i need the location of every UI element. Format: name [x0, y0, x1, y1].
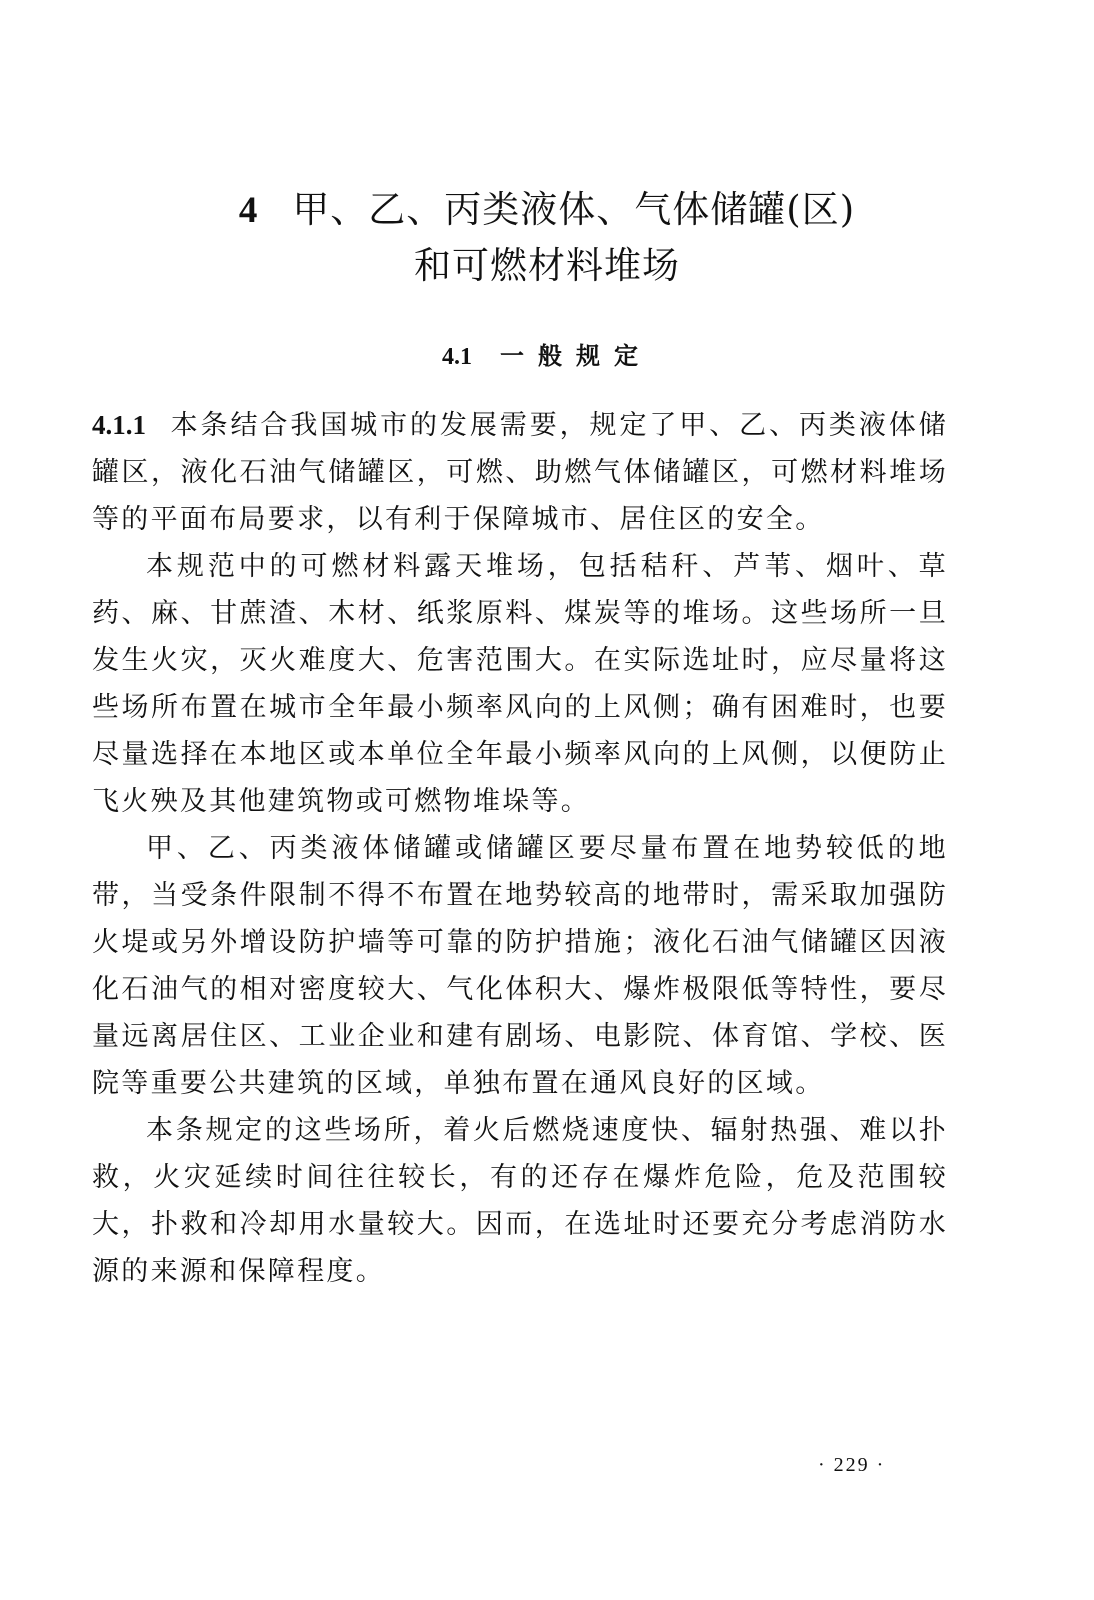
clause-number: 4.1.1 — [92, 410, 146, 440]
paragraph: 本规范中的可燃材料露天堆场，包括秸秆、芦苇、烟叶、草药、麻、甘蔗渣、木材、纸浆原料、煤炭等的堆场。这些场所一旦发生火灾，灭火难度大、危害范围大。在实际选址时，应尽量将这些场所布置在城市全年最小频率风向的上风侧；确有困难时，也要尽量选择在本地区或本单位全年最小频率风向的上风侧，以便防止飞火殃及其他建筑物或可燃物堆垛等。 — [92, 551, 948, 817]
paragraph-text: 本条结合我国城市的发展需要，规定了甲、乙、丙类液体储罐区，液化石油气储罐区，可燃、助燃气体储罐区，可燃材料堆场等的平面布局要求，以有利于保障城市、居住区的安全。 — [92, 410, 948, 535]
section-heading — [0, 336, 1094, 371]
page-number: · 229 · — [818, 1454, 886, 1476]
clause-paragraph — [92, 402, 948, 543]
chapter-title-line-2: 和可燃材料堆场 — [414, 244, 680, 287]
body-text — [92, 402, 948, 1295]
section-title-text: 一般规定 — [500, 341, 652, 370]
paragraph: 本条规定的这些场所，着火后燃烧速度快、辐射热强、难以扑救，火灾延续时间往往较长，有的还存在爆炸危险，危及范围较大，扑救和冷却用水量较大。因而，在选址时还要充分考虑消防水源的来源和保障程度。 — [92, 1115, 948, 1287]
chapter-number: 4 — [238, 190, 259, 231]
paragraph: 甲、乙、丙类液体储罐或储罐区要尽量布置在地势较低的地带，当受条件限制不得不布置在地势较高的地带时，需采取加强防火堤或另外增设防护墙等可靠的防护措施；液化石油气储罐区因液化石油气的相对密度较大、气化体积大、爆炸极限低等特性，要尽量远离居住区、工业企业和建有剧场、电影院、体育馆、学校、医院等重要公共建筑的区域，单独布置在通风良好的区域。 — [92, 833, 948, 1099]
section-number: 4.1 — [442, 344, 472, 370]
chapter-title-text: 甲、乙、丙类液体、气体储罐(区) — [292, 188, 856, 231]
chapter-title-line-1 — [0, 180, 1094, 241]
